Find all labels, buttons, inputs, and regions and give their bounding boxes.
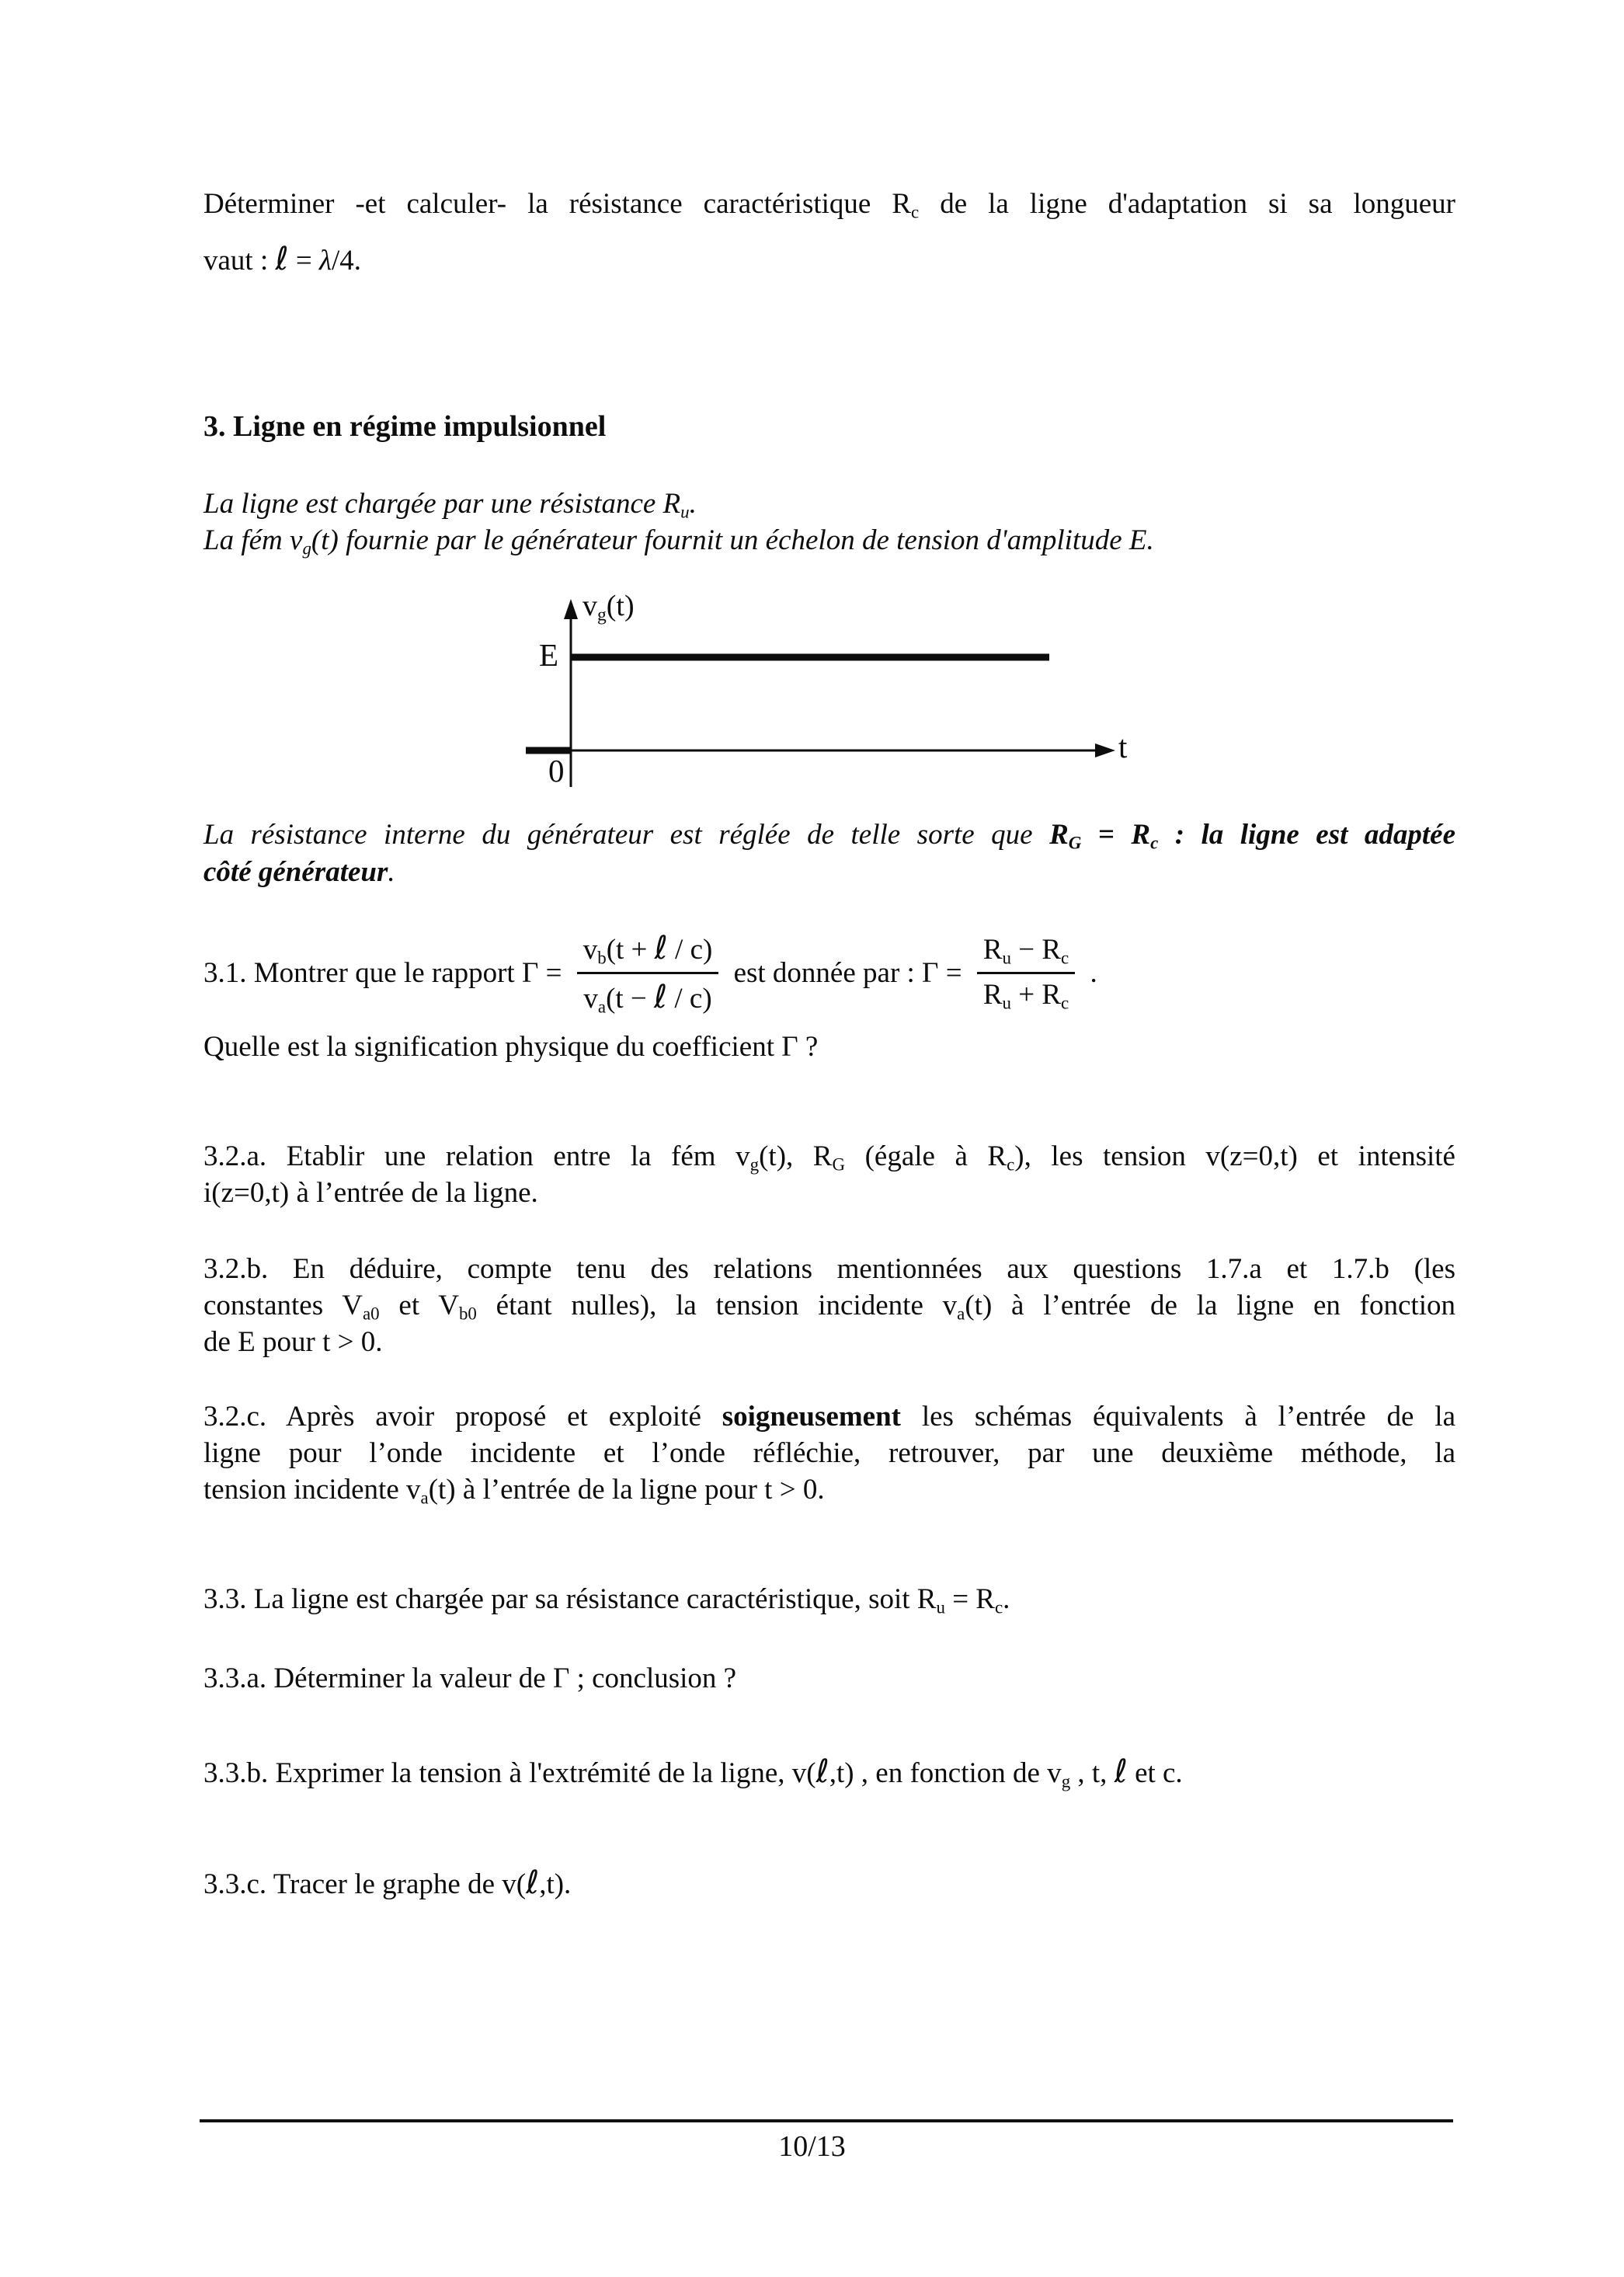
formula-middle: est donnée par : Γ = [726,957,969,989]
formula-prefix: 3.1. Montrer que le rapport Γ = [203,957,569,989]
origin-label: 0 [548,753,565,789]
y-axis-label: vg(t) [582,590,635,625]
question-3-2-b-line-1: 3.2.b. En déduire, compte tenu des relations mentionnées aux questions 1.7.a et 1.7.b (les [203,1253,1455,1285]
gamma-ratio-fraction [577,929,719,1018]
question-3-2-c-line-2: ligne pour l’onde incidente et l’onde réfléchie, retrouver, par une deuxième méthode, la [203,1437,1455,1469]
intro-line-1: Déterminer -et calculer- la résistance caractéristique Rc de la ligne d'adaptation si sa longueur [203,188,1456,222]
premise-line-1: La ligne est chargée par une résistance Ru. [203,488,697,522]
question-3-3-c: 3.3.c. Tracer le graphe de v(ℓ,t). [203,1864,572,1901]
x-axis-arrow-icon [1095,743,1115,757]
generator-note-line-2: côté générateur. [203,856,395,888]
fraction-denominator: va(t − ℓ / c) [577,972,718,1017]
formula-suffix: . [1083,957,1097,989]
question-3-3: 3.3. La ligne est chargée par sa résistance caractéristique, soit Ru = Rc. [203,1583,1010,1617]
step-voltage-graph [513,590,1149,796]
question-3-1-formula [203,928,1455,1018]
question-3-3-b: 3.3.b. Exprimer la tension à l'extrémité de la ligne, v(ℓ,t) , en fonction de vg , t, ℓ et c. [203,1753,1183,1791]
fraction-numerator: Ru − Rc [982,933,1069,967]
time-axis-label: t [1118,729,1128,764]
section-3-heading: 3. Ligne en régime impulsionnel [203,410,607,443]
question-3-2-a-line-2: i(z=0,t) à l’entrée de la ligne. [203,1177,538,1209]
page-number: 10/13 [778,2130,846,2163]
question-3-2-c-line-1: 3.2.c. Après avoir proposé et exploité soigneusement les schémas équivalents à l’entrée de la [203,1401,1456,1433]
question-3-2-a-line-1: 3.2.a. Etablir une relation entre la fém vg(t), RG (égale à Rc), les tension v(z=0,t) et intensité [203,1140,1455,1175]
intro-line-2: vaut : ℓ = λ/4. [203,240,362,277]
premise-line-2: La fém vg(t) fournie par le générateur fournit un échelon de tension d'amplitude E. [203,524,1154,559]
fraction-denominator: Ru + Rc [977,972,1075,1013]
question-3-1-text: Quelle est la signification physique du coefficient Γ ? [203,1031,819,1063]
question-3-2-b-line-3: de E pour t > 0. [203,1326,383,1358]
question-3-2-b-line-2: constantes Va0 et Vb0 étant nulles), la tension incidente va(t) à l’entrée de la ligne en fonction [203,1290,1455,1324]
fraction-numerator: vb(t + ℓ / c) [582,928,713,967]
question-3-2-c-line-3: tension incidente va(t) à l’entrée de la ligne pour t > 0. [203,1474,825,1508]
footer-divider [200,2119,1453,2122]
y-axis-arrow-icon [564,599,578,619]
question-3-3-a: 3.3.a. Déterminer la valeur de Γ ; conclusion ? [203,1662,737,1694]
amplitude-label: E [539,637,559,673]
resistance-ratio-fraction [977,933,1075,1014]
generator-note-line-1: La résistance interne du générateur est réglée de telle sorte que RG = Rc : la ligne est adaptée [203,819,1456,853]
